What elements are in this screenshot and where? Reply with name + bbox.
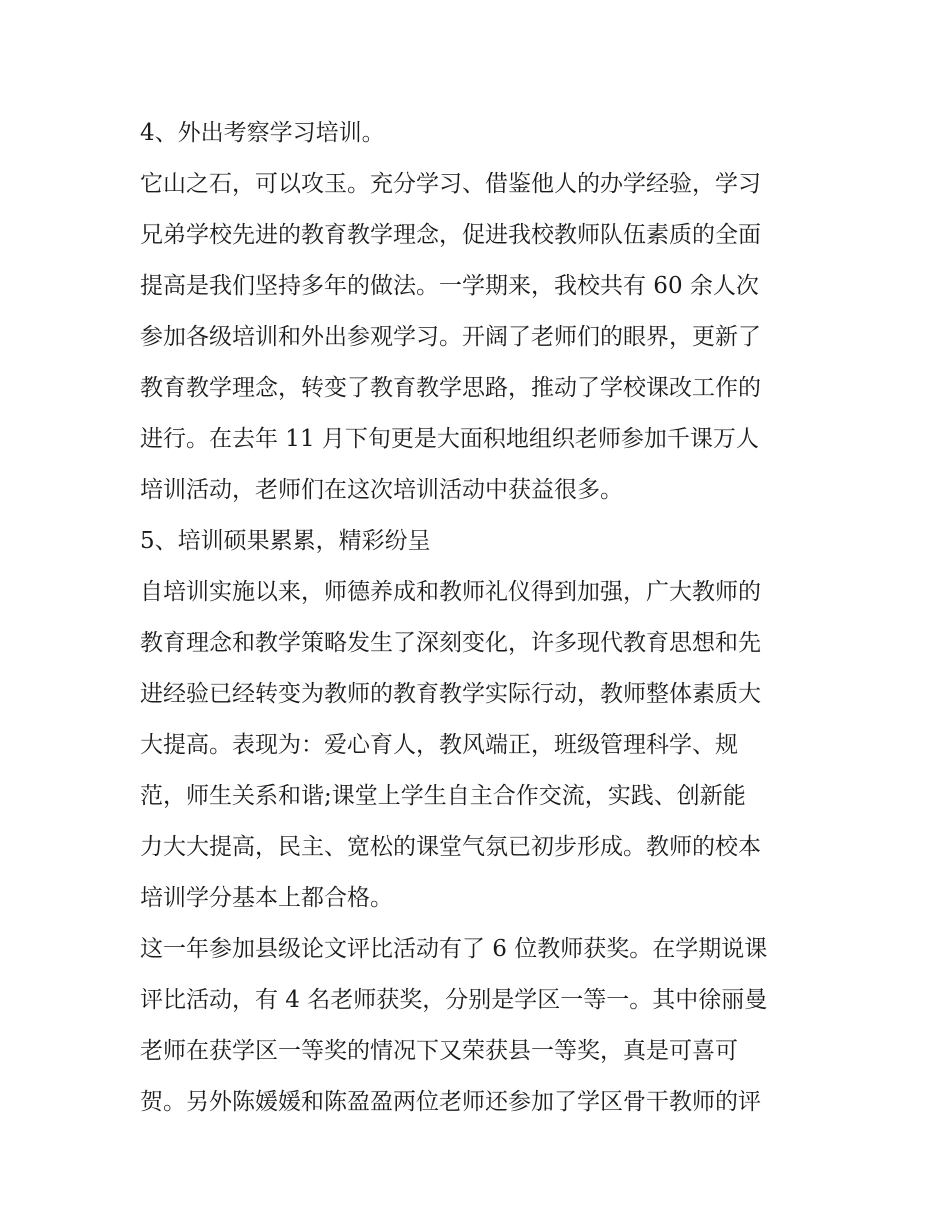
paragraph-line: 进经验已经转变为教师的教育教学实际行动，教师整体素质大 <box>140 681 761 707</box>
paragraph-line: 自培训实施以来，师德养成和教师礼仪得到加强，广大教师的 <box>140 579 761 605</box>
section-heading-4: 4、外出考察学习培训。 <box>140 120 385 146</box>
document-body <box>140 108 820 1128</box>
paragraph-line: 参加各级培训和外出参观学习。开阔了老师们的眼界，更新了 <box>140 324 761 350</box>
paragraph-line: 评比活动，有 4 名老师获奖，分别是学区一等一。其中徐丽曼 <box>140 987 768 1013</box>
paragraph-line: 这一年参加县级论文评比活动有了 6 位教师获奖。在学期说课 <box>140 936 768 962</box>
paragraph-line: 老师在获学区一等奖的情况下又荣获县一等奖，真是可喜可 <box>140 1038 738 1064</box>
paragraph-line: 范，师生关系和谐;课堂上学生自主合作交流，实践、创新能 <box>140 783 746 809</box>
paragraph-line: 培训学分基本上都合格。 <box>140 885 393 911</box>
paragraph-line: 教育教学理念，转变了教育教学思路，推动了学校课改工作的 <box>140 375 761 401</box>
paragraph-line: 提高是我们坚持多年的做法。一学期来，我校共有 60 余人次 <box>140 273 759 299</box>
paragraph-line: 大提高。表现为：爱心育人，教风端正，班级管理科学、规 <box>140 732 738 758</box>
paragraph-line: 兄弟学校先进的教育教学理念，促进我校教师队伍素质的全面 <box>140 222 761 248</box>
paragraph-line: 进行。在去年 11 月下旬更是大面积地组织老师参加千课万人 <box>140 426 759 452</box>
paragraph-line: 力大大提高，民主、宽松的课堂气氛已初步形成。教师的校本 <box>140 834 761 860</box>
paragraph-line: 它山之石，可以攻玉。充分学习、借鉴他人的办学经验，学习 <box>140 171 761 197</box>
paragraph-line: 贺。另外陈媛媛和陈盈盈两位老师还参加了学区骨干教师的评 <box>140 1089 761 1115</box>
paragraph-line: 培训活动，老师们在这次培训活动中获益很多。 <box>140 477 623 503</box>
paragraph-line: 教育理念和教学策略发生了深刻变化，许多现代教育思想和先 <box>140 630 761 656</box>
section-heading-5: 5、培训硕果累累，精彩纷呈 <box>140 528 431 554</box>
